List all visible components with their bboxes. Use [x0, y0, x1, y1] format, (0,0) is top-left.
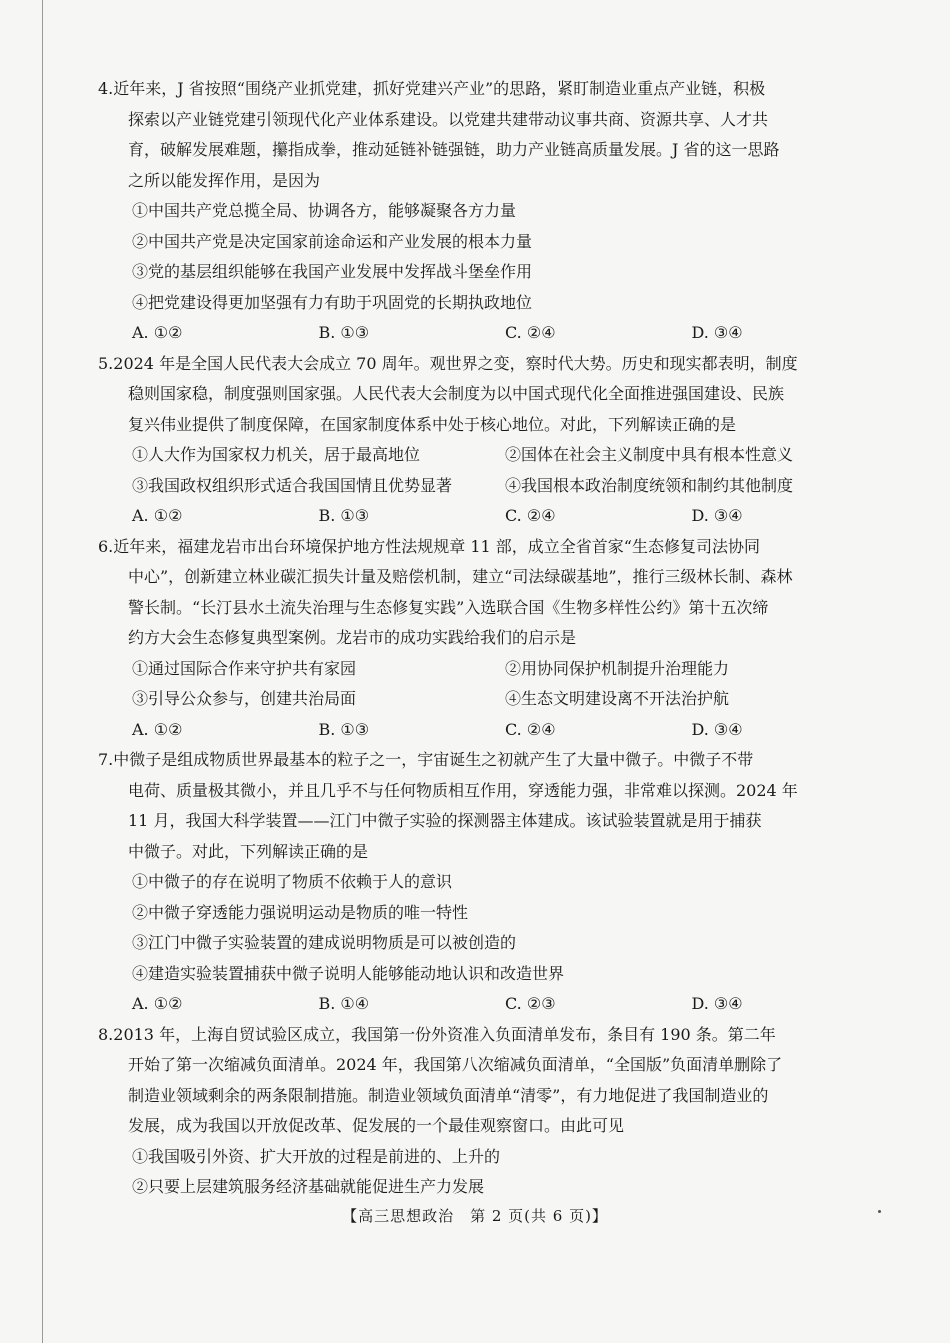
statement-option: ①人大作为国家权力机关，居于最高地位 [132, 445, 421, 464]
question-stem-line [98, 806, 878, 837]
statement-option: ④把党建设得更加坚强有力有助于巩固党的长期执政地位 [132, 292, 533, 312]
statement-option-row [98, 440, 878, 471]
answer-choice: D. ③④ [691, 719, 743, 739]
statement-option: ③我国政权组织形式适合我国国情且优势显著 [132, 475, 453, 495]
question-number: 8. [98, 1024, 114, 1044]
answer-choice: C. ②④ [505, 323, 556, 342]
stem-text: 稳则国家稳，制度强则国家强。人民代表大会制度为以中国式现代化全面推进强国建设、民族 [128, 384, 785, 403]
statement-option: ③引导公众参与，创建共治局面 [132, 689, 357, 708]
answer-choices [98, 989, 878, 1020]
question-list [98, 74, 878, 1203]
answer-choice: B. ①③ [318, 506, 370, 525]
stem-text: 近年来，J 省按照“围绕产业抓党建，抓好党建兴产业”的思路，紧盯制造业重点产业链，积极 [113, 79, 766, 98]
stem-text: 中心”，创新建立林业碳汇损失计量及赔偿机制，建立“司法绿碳基地”，推行三级林长制、森林 [128, 567, 793, 586]
stem-text: 育，破解发展难题，攥指成拳，推动延链补链强链，助力产业链高质量发展。J 省的这一思路 [128, 140, 780, 159]
binding-line [42, 0, 43, 1343]
answer-choice: B. ①③ [318, 323, 370, 342]
answer-choice: C. ②④ [505, 719, 556, 739]
answer-choice: C. ②③ [505, 994, 556, 1013]
answer-choice: A. ①② [132, 719, 183, 739]
question-stem-line [98, 379, 878, 410]
question-5 [98, 349, 878, 532]
answer-choice: C. ②④ [505, 506, 556, 525]
answer-choice: D. ③④ [691, 506, 743, 525]
statement-option: ④建造实验装置捕获中微子说明人能够能动地认识和改造世界 [132, 963, 565, 983]
stem-text: 之所以能发挥作用，是因为 [128, 170, 321, 190]
answer-choices [98, 318, 878, 349]
statement-option-row [98, 654, 878, 685]
question-stem-line [98, 623, 878, 654]
statement-option-row [98, 471, 878, 502]
question-number: 7. [98, 750, 114, 769]
question-stem-line [98, 1111, 878, 1142]
question-8 [98, 1020, 878, 1203]
statement-option: ①通过国际合作来守护共有家园 [132, 658, 357, 678]
answer-choice: B. ①③ [318, 719, 370, 739]
stem-text: 中微子是组成物质世界最基本的粒子之一，宇宙诞生之初就产生了大量中微子。中微子不带 [113, 750, 754, 769]
question-stem-line [98, 532, 878, 563]
statement-option: ②国体在社会主义制度中具有根本性意义 [505, 445, 794, 464]
answer-choice: A. ①② [132, 994, 183, 1013]
question-stem-line [98, 1020, 878, 1051]
statement-option: ①中微子的存在说明了物质不依赖于人的意识 [132, 872, 453, 891]
question-stem-line [98, 745, 878, 776]
question-number: 4. [98, 79, 114, 98]
question-stem-line [98, 105, 878, 136]
answer-choice: A. ①② [132, 506, 183, 525]
question-stem-line [98, 562, 878, 593]
stem-text: 中微子。对此，下列解读正确的是 [128, 841, 369, 861]
statement-option: ②用协同保护机制提升治理能力 [505, 658, 730, 678]
question-6 [98, 532, 878, 746]
stem-text: 2024 年是全国人民代表大会成立 70 周年。观世界之变，察时代大势。历史和现实都表明，制度 [113, 353, 798, 373]
question-stem-line [98, 593, 878, 624]
statement-option: ①我国吸引外资、扩大开放的过程是前进的、上升的 [132, 1146, 501, 1166]
statement-option: ③江门中微子实验装置的建成说明物质是可以被创造的 [132, 933, 517, 952]
statement-option: ②只要上层建筑服务经济基础就能促进生产力发展 [132, 1177, 485, 1196]
statement-option-row [98, 684, 878, 715]
statement-option: ①中国共产党总揽全局、协调各方，能够凝聚各方力量 [132, 201, 517, 220]
question-4 [98, 74, 878, 349]
statement-option: ②中微子穿透能力强说明运动是物质的唯一特性 [132, 902, 469, 922]
stem-text: 电荷、质量极其微小，并且几乎不与任何物质相互作用，穿透能力强，非常难以探测。2024 年 [128, 780, 798, 800]
question-number: 5. [98, 353, 114, 373]
stem-text: 2013 年，上海自贸试验区成立，我国第一份外资准入负面清单发布，条目有 190 条。第二年 [113, 1024, 776, 1044]
question-stem-line [98, 837, 878, 868]
question-7 [98, 745, 878, 1020]
question-stem-line [98, 410, 878, 441]
question-stem-line [98, 776, 878, 807]
question-number: 6. [98, 536, 114, 556]
answer-choice: D. ③④ [691, 323, 743, 342]
stem-text: 制造业领域剩余的两条限制措施。制造业领域负面清单“清零”，有力地促进了我国制造业的 [128, 1085, 769, 1105]
stem-text: 复兴伟业提供了制度保障，在国家制度体系中处于核心地位。对此，下列解读正确的是 [128, 414, 737, 434]
question-stem-line [98, 74, 878, 105]
stem-text: 发展，成为我国以开放促改革、促发展的一个最佳观察窗口。由此可见 [128, 1116, 625, 1135]
answer-choices [98, 501, 878, 532]
scan-dot [878, 1210, 881, 1213]
stem-text: 警长制。“长汀县水土流失治理与生态修复实践”入选联合国《生物多样性公约》第十五次缔 [128, 597, 769, 617]
question-stem-line [98, 1081, 878, 1112]
question-stem-line [98, 1050, 878, 1081]
answer-choice: D. ③④ [691, 994, 743, 1013]
answer-choice: A. ①② [132, 323, 183, 342]
question-stem-line [98, 135, 878, 166]
answer-choices [98, 715, 878, 746]
statement-option: ④生态文明建设离不开法治护航 [505, 689, 730, 708]
page-footer: 【高三思想政治 第 2 页(共 6 页)】 [342, 1207, 608, 1225]
stem-text: 约方大会生态修复典型案例。龙岩市的成功实践给我们的启示是 [128, 628, 577, 647]
stem-text: 11 月，我国大科学装置——江门中微子实验的探测器主体建成。该试验装置就是用于捕获 [128, 811, 762, 830]
statement-option: ④我国根本政治制度统领和制约其他制度 [505, 475, 794, 495]
question-stem-line [98, 166, 878, 197]
statement-option: ③党的基层组织能够在我国产业发展中发挥战斗堡垒作用 [132, 262, 533, 281]
stem-text: 近年来，福建龙岩市出台环境保护地方性法规规章 11 部，成立全省首家“生态修复司法协同 [113, 536, 760, 556]
answer-choice: B. ①④ [318, 994, 370, 1013]
stem-text: 探索以产业链党建引领现代化产业体系建设。以党建共建带动议事共商、资源共享、人才共 [128, 109, 769, 129]
statement-option: ②中国共产党是决定国家前途命运和产业发展的根本力量 [132, 231, 533, 251]
stem-text: 开始了第一次缩减负面清单。2024 年，我国第八次缩减负面清单，“全国版”负面清单删除了 [128, 1055, 783, 1074]
question-stem-line [98, 349, 878, 380]
